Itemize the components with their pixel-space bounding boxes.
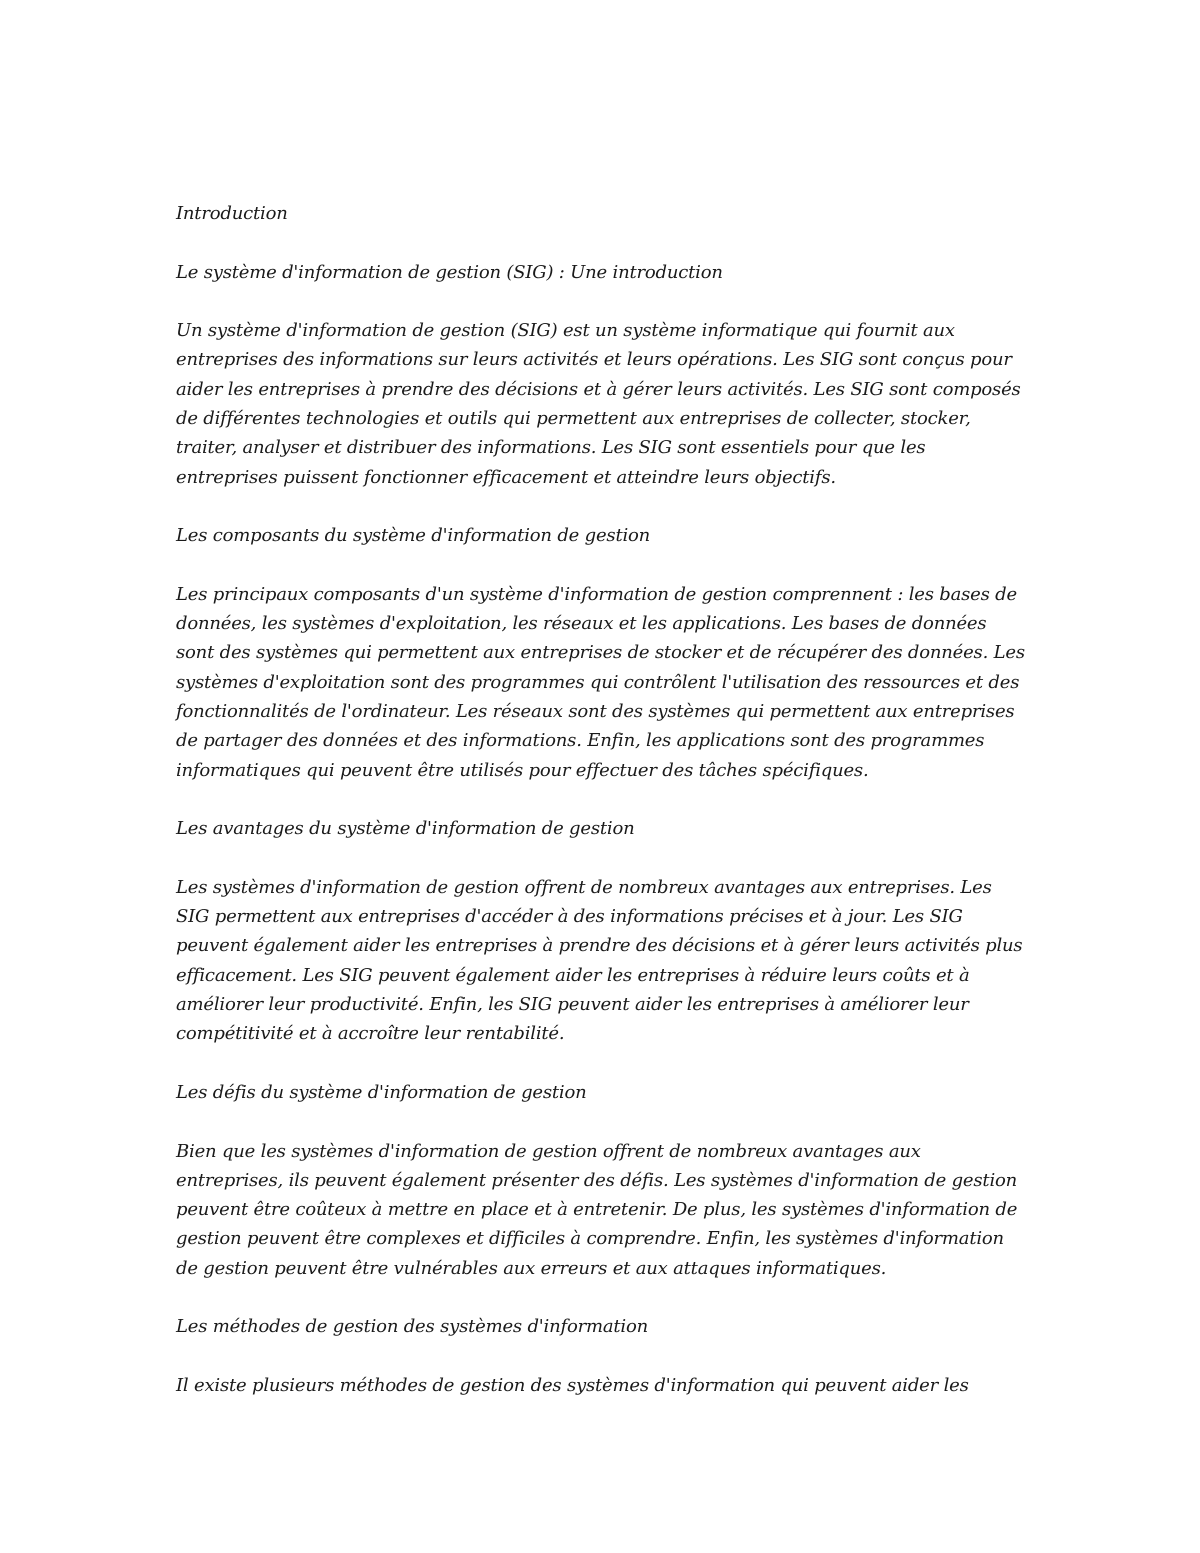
section-heading-defis: Les défis du système d'information de gestion [176,1081,587,1103]
section-paragraph-avantages: Les systèmes d'information de gestion offrent de nombreux avantages aux entreprises. Les SIG permettent aux entreprises d'accéder à des informations précises et à jour. Les SIG peuvent également aider les entreprises à prendre des décisions et à gérer leurs activités plus efficacement. Les SIG peuvent également aider les entreprises à réduire leurs coûts et à améliorer leur productivité. Enfin, les SIG peuvent aider les entreprises à améliorer leur compétitivité et à accroître leur rentabilité. [176,876,1023,1045]
section-heading-composants: Les composants du système d'information de gestion [176,525,651,547]
document-body [176,199,1028,1429]
section-paragraph-methodes: Il existe plusieurs méthodes de gestion des systèmes d'information qui peuvent aider les [176,1374,969,1396]
section-paragraph-sig-introduction: Un système d'information de gestion (SIG) est un système informatique qui fournit aux entreprises des informations sur leurs activités et leurs opérations. Les SIG sont conçus pour aider les entreprises à prendre des décisions et à gérer leurs activités. Les SIG sont composés de différentes technologies et outils qui permettent aux entreprises de collecter, stocker, traiter, analyser et distribuer des informations. Les SIG sont essentiels pour que les entreprises puissent fonctionner efficacement et atteindre leurs objectifs. [176,320,1021,488]
section-paragraph-defis: Bien que les systèmes d'information de gestion offrent de nombreux avantages aux entreprises, ils peuvent également présenter des défis. Les systèmes d'information de gestion peuvent être coûteux à mettre en place et à entretenir. De plus, les systèmes d'information de gestion peuvent être complexes et difficiles à comprendre. Enfin, les systèmes d'information de gestion peuvent être vulnérables aux erreurs et aux attaques informatiques. [176,1140,1018,1279]
section-heading-methodes: Les méthodes de gestion des systèmes d'information [176,1316,649,1338]
section-paragraph-composants: Les principaux composants d'un système d'information de gestion comprennent : les bases de données, les systèmes d'exploitation, les réseaux et les applications. Les bases de données sont des systèmes qui permettent aux entreprises de stocker et de récupérer des données. Les systèmes d'exploitation sont des programmes qui contrôlent l'utilisation des ressources et des fonctionnalités de l'ordinateur. Les réseaux sont des systèmes qui permettent aux entreprises de partager des données et des informations. Enfin, les applications sont des programmes informatiques qui peuvent être utilisés pour effectuer des tâches spécifiques. [176,583,1025,781]
section-heading-sig-introduction: Le système d'information de gestion (SIG) : Une introduction [176,261,723,283]
section-heading-avantages: Les avantages du système d'information de gestion [176,818,635,840]
document-title: Introduction [176,203,288,224]
